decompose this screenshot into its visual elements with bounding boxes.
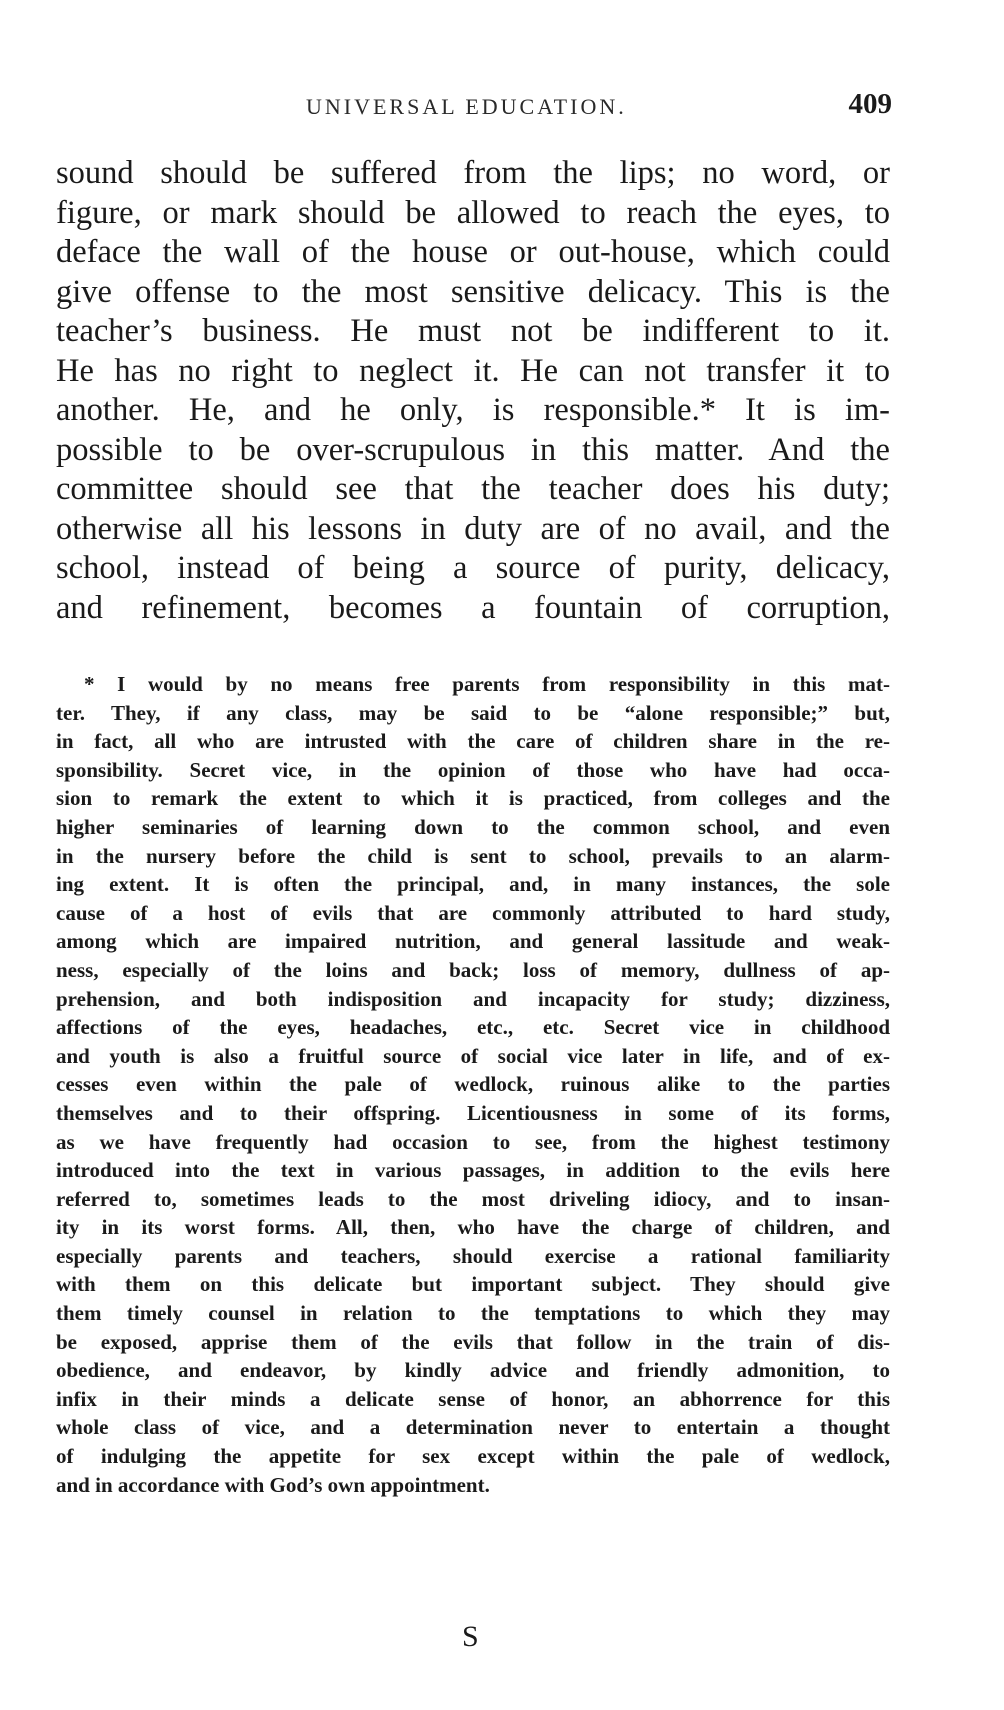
page-number: 409 — [848, 88, 892, 120]
footnote-line: ness, especially of the loins and back; loss of memory, dullness of ap- — [56, 957, 890, 982]
text-line: another. He, and he only, is responsible.* It is im- — [56, 392, 890, 428]
footnote-line: higher seminaries of learning down to the common school, and even — [56, 814, 890, 839]
footnote-line: affections of the eyes, headaches, etc., etc. Secret vice in childhood — [56, 1015, 890, 1040]
text-line: He has no right to neglect it. He can not transfer it to — [56, 352, 890, 389]
footnote-line: ter. They, if any class, may be said to be “alone responsible;” but, — [56, 700, 890, 725]
footnote-line: cause of a host of evils that are commonly attributed to hard study, — [56, 900, 890, 925]
text-line: give offense to the most sensitive delicacy. This is the — [56, 273, 890, 310]
footnote-line: prehension, and both indisposition and incapacity for study; dizziness, — [56, 986, 890, 1011]
text-line: possible to be over-scrupulous in this matter. And the — [56, 431, 890, 468]
footnote-line: whole class of vice, and a determination never to entertain a thought — [56, 1415, 890, 1440]
main-text — [56, 154, 890, 628]
footnote-line: obedience, and endeavor, by kindly advice and friendly admonition, to — [56, 1358, 890, 1383]
footnote-line: infix in their minds a delicate sense of honor, an abhorrence for this — [56, 1386, 890, 1411]
footnote-line: referred to, sometimes leads to the most driveling idiocy, and to insan- — [56, 1186, 890, 1211]
footnote-line: themselves and to their offspring. Licentiousness in some of its forms, — [56, 1100, 890, 1125]
footnote-line: them timely counsel in relation to the temptations to which they may — [56, 1301, 890, 1326]
footnote-line: ing extent. It is often the principal, and, in many instances, the sole — [56, 872, 890, 897]
footnote-line: of indulging the appetite for sex except within the pale of wedlock, — [56, 1444, 890, 1469]
footnote-line: sion to remark the extent to which it is practiced, from colleges and the — [56, 786, 890, 811]
signature-mark: S — [462, 1620, 479, 1653]
text-line: deface the wall of the house or out-house, which could — [56, 234, 890, 270]
footnote-line: especially parents and teachers, should exercise a rational familiarity — [56, 1243, 890, 1268]
footnote-line: cesses even within the pale of wedlock, ruinous alike to the parties — [56, 1072, 890, 1097]
footnote-line: introduced into the text in various passages, in addition to the evils here — [56, 1158, 890, 1183]
text-line: school, instead of being a source of purity, delicacy, — [56, 550, 890, 586]
footnote — [56, 670, 890, 1499]
footnote-line: with them on this delicate but important subject. They should give — [56, 1272, 890, 1297]
footnote-line: and youth is also a fruitful source of social vice later in life, and of ex- — [56, 1043, 890, 1068]
text-line: figure, or mark should be allowed to reach the eyes, to — [56, 194, 890, 231]
footnote-line: be exposed, apprise them of the evils that follow in the train of dis- — [56, 1329, 890, 1354]
running-head: UNIVERSAL EDUCATION. — [306, 94, 627, 119]
text-line: and refinement, becomes a fountain of corruption, — [56, 589, 890, 626]
text-line: committee should see that the teacher does his duty; — [56, 471, 890, 507]
footnote-line: as we have frequently had occasion to see, from the highest testimony — [56, 1129, 890, 1154]
footnote-line: in the nursery before the child is sent to school, prevails to an alarm- — [56, 843, 890, 868]
footnote-line: and in accordance with God’s own appointment. — [56, 1472, 490, 1497]
text-line: sound should be suffered from the lips; no word, or — [56, 155, 890, 191]
text-line: otherwise all his lessons in duty are of no avail, and the — [56, 510, 890, 547]
footnote-line: ity in its worst forms. All, then, who have the charge of children, and — [56, 1215, 890, 1240]
text-line: teacher’s business. He must not be indifferent to it. — [56, 313, 890, 349]
footnote-line: sponsibility. Secret vice, in the opinion of those who have had occa- — [56, 757, 890, 782]
footnote-line: * I would by no means free parents from responsibility in this mat- — [84, 672, 890, 696]
footnote-line: in fact, all who are intrusted with the care of children share in the re- — [56, 729, 890, 754]
footnote-line: among which are impaired nutrition, and general lassitude and weak- — [56, 929, 890, 954]
